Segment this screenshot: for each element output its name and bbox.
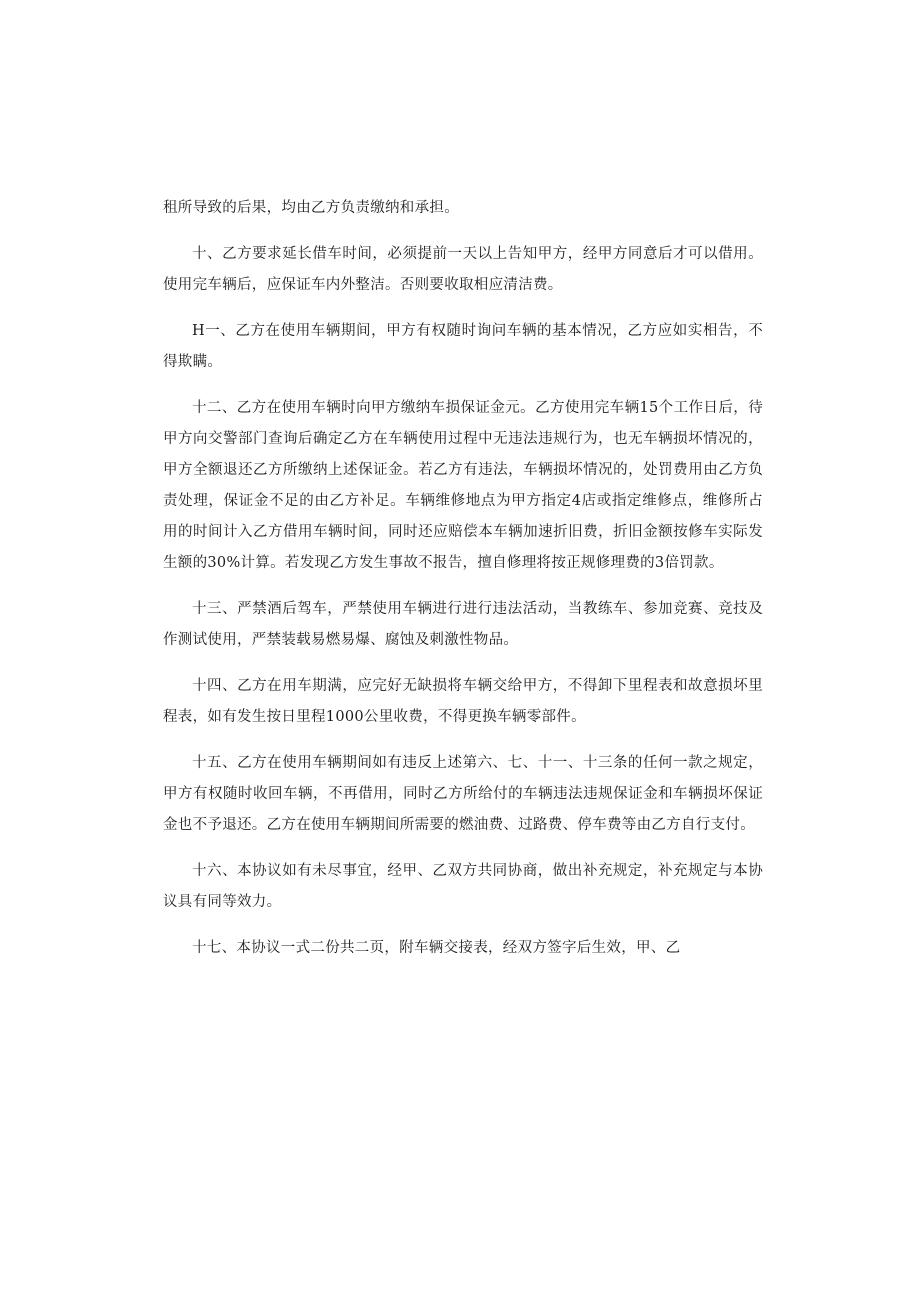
paragraph-clause-11 — [163, 316, 763, 378]
text-line: 不得欺瞒。 — [163, 323, 763, 370]
text-line: 定，甲方有权随时收回车辆，不再借用，同时乙方所给付的车辆违法违规保证金和车辆 — [163, 755, 764, 802]
text-line: 金额按修车实际发生额的30%计算。若发现乙方发生事故不报告，擅自修理将按正规修理 — [163, 524, 763, 571]
text-line: 用由乙方负责处理，保证金不足的由乙方补足。车辆维修地点为甲方指定4店或指定维修 — [163, 462, 764, 509]
paragraph-clause-16 — [163, 856, 763, 918]
text-line: 租所导致的后果，均由乙方负责缴纳和承担。 — [163, 200, 459, 216]
text-line: 本协议具有同等效力。 — [163, 863, 764, 910]
text-line: 十五、乙方在使用车辆期间如有违反上述第六、七、十一、十三条的任何一款之规 — [192, 755, 734, 771]
text-line: 坏里程表，如有发生按日里程1000公里收费，不得更换车辆零部件。 — [163, 678, 764, 725]
text-line: 十四、乙方在用车期满，应完好无缺损将车辆交给甲方，不得卸下里程表和故意损 — [192, 678, 734, 694]
paragraph-clause-13 — [163, 594, 763, 656]
text-line: 十七、本协议一式二份共二页，附车辆交接表，经双方签字后生效，甲、乙 — [192, 940, 681, 956]
contract-body — [163, 193, 763, 979]
text-line: 十六、本协议如有未尽事宜，经甲、乙双方共同协商，做出补充规定，补充规定与 — [192, 863, 734, 879]
paragraph-continuation — [163, 193, 763, 224]
paragraph-clause-14 — [163, 671, 763, 733]
paragraph-clause-12 — [163, 393, 763, 579]
text-line: 损坏保证金也不予退还。乙方在使用车辆期间所需要的燃油费、过路费、停车费等由乙 — [163, 786, 764, 833]
text-line: 十、乙方要求延长借车时间，必须提前一天以上告知甲方，经甲方同意后才可以借 — [192, 246, 734, 262]
text-line: 十三、严禁酒后驾车，严禁使用车辆进行进行违法活动，当教练车、参加竞赛、竞 — [192, 601, 734, 617]
text-line: 费的3倍罚款。 — [625, 555, 724, 571]
text-line: 用。使用完车辆后，应保证车内外整洁。否则要收取相应清洁费。 — [163, 246, 764, 293]
text-line: 点，维修所占用的时间计入乙方借用车辆时间，同时还应赔偿本车辆加速折旧费，折旧 — [163, 493, 763, 540]
paragraph-clause-15 — [163, 748, 763, 841]
text-line: 待甲方向交警部门查询后确定乙方在车辆使用过程中无违法违规行为，也无车辆损坏情 — [163, 400, 763, 447]
text-line: 方自行支付。 — [666, 817, 756, 833]
text-line: 技及作测试使用，严禁装载易燃易爆、腐蚀及刺激性物品。 — [163, 601, 764, 648]
paragraph-clause-17 — [163, 933, 763, 964]
paragraph-clause-10 — [163, 239, 763, 301]
text-line: H一、乙方在使用车辆期间，甲方有权随时询问车辆的基本情况，乙方应如实相告， — [192, 323, 749, 339]
text-line: 况的，甲方全额退还乙方所缴纳上述保证金。若乙方有违法，车辆损坏情况的，处罚费 — [163, 431, 763, 478]
text-line: 十二、乙方在使用车辆时向甲方缴纳车损保证金元。乙方使用完车辆15个工作日后， — [192, 400, 749, 416]
